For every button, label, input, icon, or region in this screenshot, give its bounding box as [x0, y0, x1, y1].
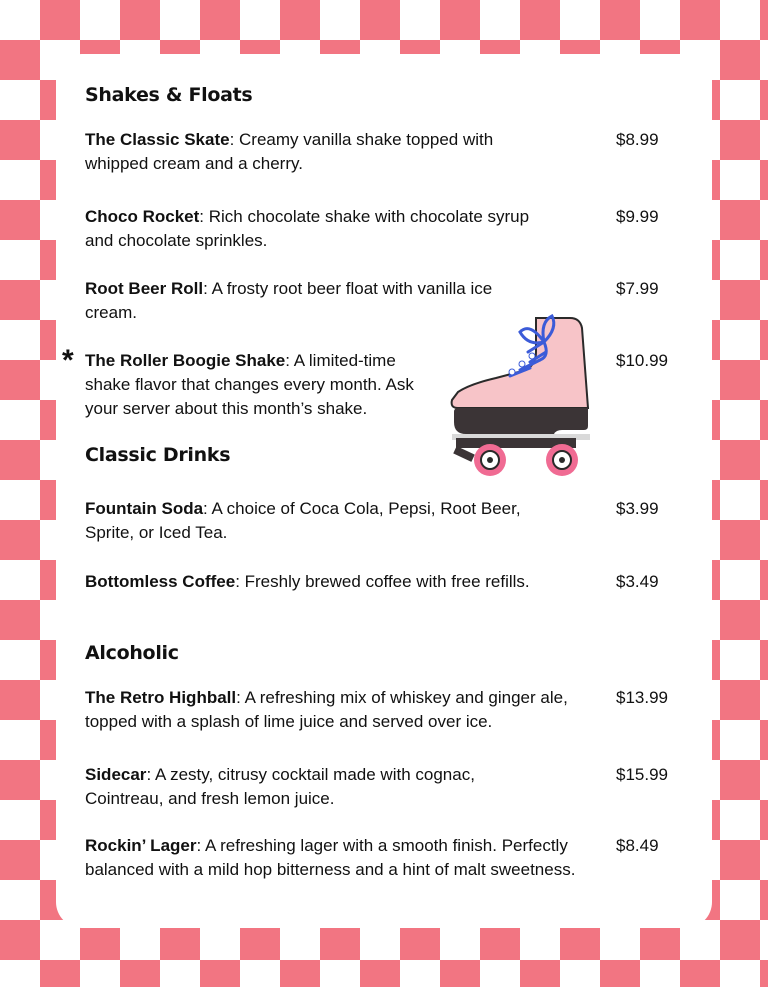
item-name: The Roller Boogie Shake — [85, 351, 286, 370]
item-description: : Rich chocolate shake with chocolate syrup and chocolate sprinkles. — [85, 207, 530, 250]
item-name: Sidecar — [85, 765, 147, 784]
menu-item-classic-skate — [85, 128, 535, 176]
item-price: $3.49 — [616, 572, 659, 591]
item-name: Rockin’ Lager — [85, 836, 197, 855]
item-description: : A refreshing lager with a smooth finish. Perfectly balanced with a mild hop bitterness and a hint of malt sweetness. — [85, 836, 576, 879]
item-price: $9.99 — [616, 207, 659, 226]
menu-item-rockin-lager — [85, 834, 585, 882]
item-price: $8.49 — [616, 836, 659, 855]
item-price: $8.99 — [616, 130, 659, 149]
item-description: : Creamy vanilla shake topped with whipped cream and a cherry. — [85, 130, 494, 173]
menu-item-choco-rocket — [85, 205, 535, 253]
item-name: Choco Rocket — [85, 207, 200, 226]
menu-item-roller-boogie-shake — [85, 349, 445, 421]
item-price: $13.99 — [616, 688, 668, 707]
item-description: : A refreshing mix of whiskey and ginger ale, topped with a splash of lime juice and served over ice. — [85, 688, 568, 731]
section-title-shakes-floats: Shakes & Floats — [85, 84, 253, 106]
item-name: Fountain Soda — [85, 499, 204, 518]
item-price: $7.99 — [616, 279, 659, 298]
item-description: : A frosty root beer float with vanilla ice cream. — [85, 279, 493, 322]
item-description: : A limited-time shake flavor that changes every month. Ask your server about this month’s shake. — [85, 351, 414, 418]
item-name: Bottomless Coffee — [85, 572, 236, 591]
roller-skate-icon — [440, 312, 600, 492]
menu-item-retro-highball — [85, 686, 585, 734]
item-price: $10.99 — [616, 351, 668, 370]
section-title-classic-drinks: Classic Drinks — [85, 444, 231, 466]
menu-item-fountain-soda — [85, 497, 535, 545]
menu-item-bottomless-coffee — [85, 570, 535, 594]
item-name: The Retro Highball — [85, 688, 237, 707]
item-description: : A zesty, citrusy cocktail made with cognac, Cointreau, and fresh lemon juice. — [85, 765, 475, 808]
limited-time-marker: * — [62, 344, 74, 377]
item-price: $15.99 — [616, 765, 668, 784]
menu-item-sidecar — [85, 763, 535, 811]
item-description: : A choice of Coca Cola, Pepsi, Root Beer, Sprite, or Iced Tea. — [85, 499, 521, 542]
item-price: $3.99 — [616, 499, 659, 518]
item-name: The Classic Skate — [85, 130, 230, 149]
item-name: Root Beer Roll — [85, 279, 204, 298]
item-description: : Freshly brewed coffee with free refills. — [235, 572, 530, 591]
section-title-alcoholic: Alcoholic — [85, 642, 179, 664]
